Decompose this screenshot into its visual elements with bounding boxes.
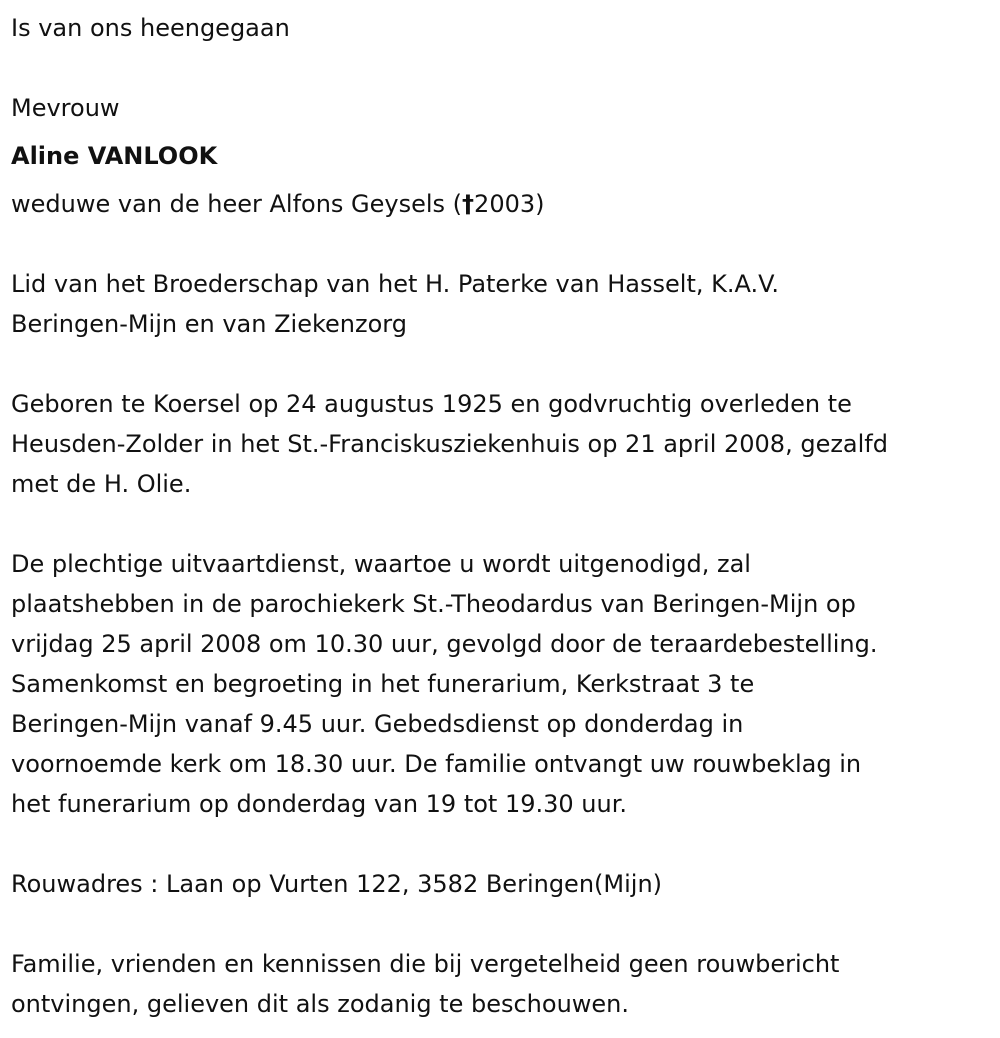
membership-paragraph: [11, 264, 1000, 344]
ceremony-line: voornoemde kerk om 18.30 uur. De familie ontvangt uw rouwbeklag in: [11, 750, 862, 778]
closing-line: Familie, vrienden en kennissen die bij vergetelheid geen rouwbericht: [11, 950, 840, 978]
spouse-line: [11, 184, 1000, 224]
birth-death-line: Geboren te Koersel op 24 augustus 1925 en godvruchtig overleden te: [11, 390, 852, 418]
spouse-suffix: 2003): [474, 190, 545, 218]
cross-icon: †: [462, 190, 475, 218]
ceremony-line: het funerarium op donderdag van 19 tot 19.30 uur.: [11, 790, 628, 818]
ceremony-line: Beringen-Mijn vanaf 9.45 uur. Gebedsdienst op donderdag in: [11, 710, 744, 738]
deceased-name: Aline VANLOOK: [11, 142, 218, 170]
spouse-prefix: weduwe van de heer Alfons Geysels (: [11, 190, 463, 218]
ceremony-line: plaatshebben in de parochiekerk St.-Theodardus van Beringen-Mijn op: [11, 590, 856, 618]
birth-death-line: Heusden-Zolder in het St.-Franciskusziekenhuis op 21 april 2008, gezalfd: [11, 430, 888, 458]
closing-paragraph: [11, 944, 1000, 1024]
membership-line: Lid van het Broederschap van het H. Paterke van Hasselt, K.A.V.: [11, 270, 780, 298]
ceremony-paragraph: [11, 544, 1000, 824]
mourning-address: Rouwadres : Laan op Vurten 122, 3582 Beringen(Mijn): [11, 870, 663, 898]
closing-line: ontvingen, gelieven dit als zodanig te beschouwen.: [11, 990, 630, 1018]
birth-death-paragraph: [11, 384, 1000, 504]
salutation: Mevrouw: [11, 94, 120, 122]
intro-text: Is van ons heengegaan: [11, 14, 290, 42]
ceremony-line: vrijdag 25 april 2008 om 10.30 uur, gevolgd door de teraardebestelling.: [11, 630, 878, 658]
membership-line: Beringen-Mijn en van Ziekenzorg: [11, 310, 407, 338]
ceremony-line: Samenkomst en begroeting in het funerarium, Kerkstraat 3 te: [11, 670, 755, 698]
ceremony-line: De plechtige uitvaartdienst, waartoe u wordt uitgenodigd, zal: [11, 550, 751, 578]
birth-death-line: met de H. Olie.: [11, 470, 192, 498]
